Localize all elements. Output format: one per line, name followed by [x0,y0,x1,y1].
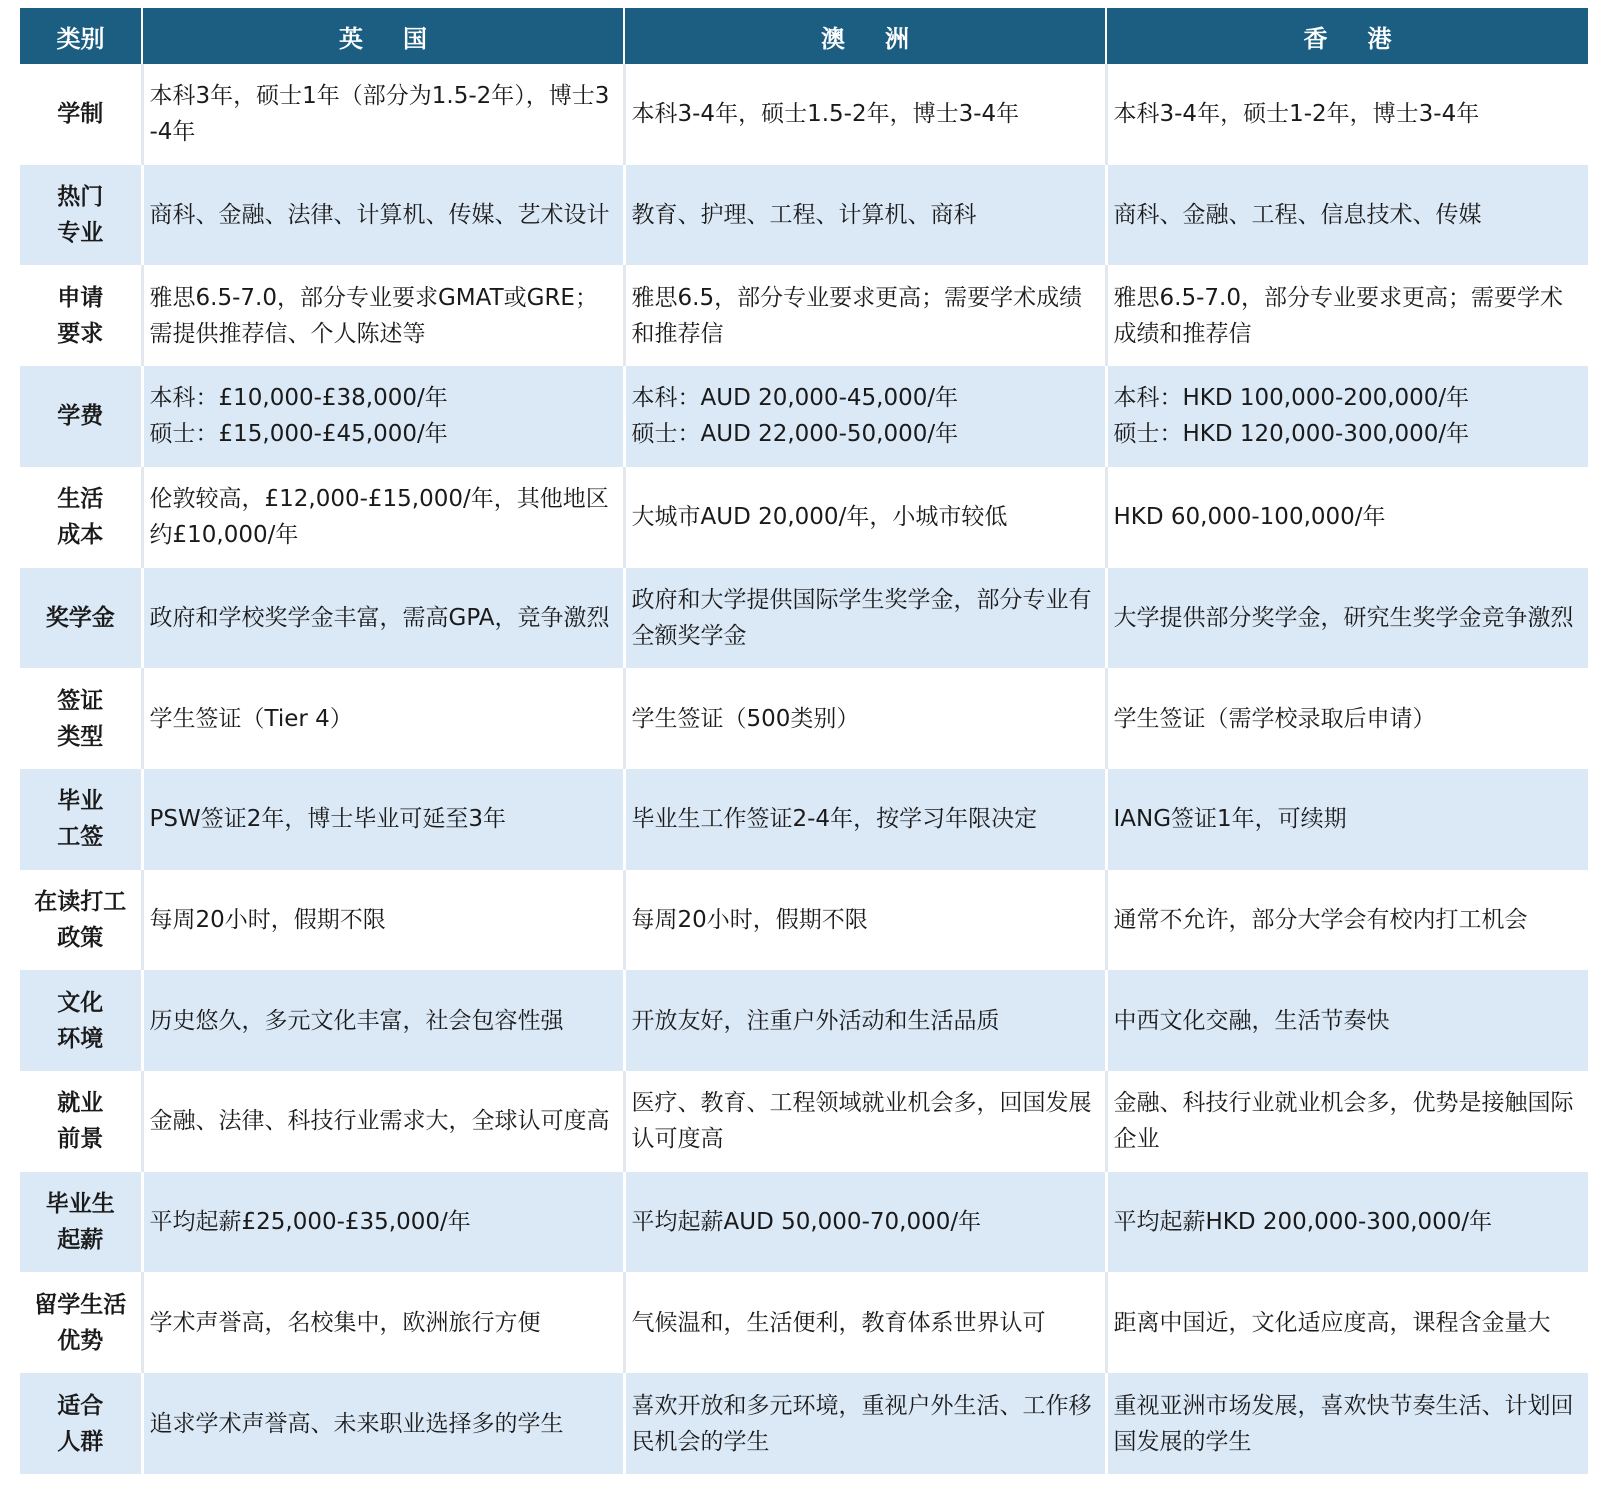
row-category-text: 签证 [57,687,104,714]
cell-hong-kong-text: 硕士：HKD 120,000-300,000/年 [1113,421,1470,448]
cell-australia [624,970,1106,1071]
cell-australia-text: 毕业生工作签证2-4年，按学习年限决定 [631,806,1038,833]
row-category [20,1272,142,1373]
cell-uk [142,970,624,1071]
table-row [20,1071,1588,1172]
cell-uk [142,870,624,971]
cell-uk-text: 追求学术声誉高、未来职业选择多的学生 [149,1410,564,1437]
cell-australia-text: 大城市AUD 20,000/年，小城市较低 [631,504,1008,531]
cell-hong-kong-text: 本科3-4年，硕士1-2年，博士3-4年 [1113,101,1480,128]
row-category-text: 成本 [57,522,104,549]
cell-australia-text: 学生签证（500类别） [631,705,860,732]
cell-australia [624,366,1106,467]
row-category-text: 环境 [57,1025,104,1052]
cell-uk-text: 政府和学校奖学金丰富，需高GPA，竞争激烈 [149,604,610,631]
cell-uk [142,668,624,769]
cell-hong-kong-text: 金融、科技行业就业机会多，优势是接触国际企业 [1113,1090,1574,1153]
cell-australia-text: 硕士：AUD 22,000-50,000/年 [631,421,959,448]
cell-australia [624,870,1106,971]
cell-australia-text: 气候温和，生活便利，教育体系世界认可 [631,1309,1046,1336]
cell-australia [624,1272,1106,1373]
table-row [20,366,1588,467]
header-australia: 澳洲 [624,8,1106,64]
cell-hong-kong [1106,366,1588,467]
cell-hong-kong-text: 商科、金融、工程、信息技术、传媒 [1113,202,1482,229]
row-category-text: 政策 [57,924,104,951]
cell-australia [624,1172,1106,1273]
row-category-text: 热门 [57,184,104,211]
cell-hong-kong-text: 本科：HKD 100,000-200,000/年 [1113,385,1470,412]
table-header [20,8,1588,64]
row-category [20,64,142,165]
row-category-text: 要求 [57,320,104,347]
cell-australia-text: 政府和大学提供国际学生奖学金，部分专业有全额奖学金 [631,586,1092,649]
cell-australia [624,1373,1106,1474]
cell-uk [142,366,624,467]
cell-australia [624,64,1106,165]
cell-uk [142,265,624,366]
cell-hong-kong [1106,668,1588,769]
cell-uk [142,1071,624,1172]
row-category-text: 生活 [57,486,104,513]
row-category-text: 优势 [57,1327,104,1354]
cell-uk-text: 雅思6.5-7.0，部分专业要求GMAT或GRE；需提供推荐信、个人陈述等 [149,284,598,347]
cell-hong-kong [1106,769,1588,870]
cell-hong-kong [1106,970,1588,1071]
cell-hong-kong-text: 大学提供部分奖学金，研究生奖学金竞争激烈 [1113,604,1574,631]
row-category-text: 申请 [57,284,104,311]
cell-hong-kong [1106,1272,1588,1373]
cell-australia-text: 开放友好，注重户外活动和生活品质 [631,1007,1000,1034]
cell-hong-kong-text: 距离中国近，文化适应度高，课程含金量大 [1113,1309,1551,1336]
table-row [20,64,1588,165]
cell-australia-text: 平均起薪AUD 50,000-70,000/年 [631,1209,982,1236]
row-category [20,467,142,568]
row-category-text: 工签 [57,824,104,851]
cell-australia [624,165,1106,266]
cell-australia-text: 雅思6.5，部分专业要求更高；需要学术成绩和推荐信 [631,284,1083,347]
cell-australia [624,467,1106,568]
cell-hong-kong-text: HKD 60,000-100,000/年 [1113,504,1386,531]
cell-uk [142,1272,624,1373]
cell-australia-text: 医疗、教育、工程领域就业机会多，回国发展认可度高 [631,1090,1092,1153]
row-category-text: 学费 [57,403,104,430]
row-category [20,668,142,769]
cell-hong-kong-text: 中西文化交融，生活节奏快 [1113,1007,1390,1034]
cell-uk [142,769,624,870]
table-row [20,467,1588,568]
table-row [20,970,1588,1071]
row-category-text: 文化 [57,989,104,1016]
row-category [20,265,142,366]
cell-uk-text: 每周20小时，假期不限 [149,906,386,933]
row-category [20,165,142,266]
cell-australia [624,1071,1106,1172]
row-category [20,1373,142,1474]
cell-australia-text: 喜欢开放和多元环境，重视户外生活、工作移民机会的学生 [631,1392,1092,1455]
cell-hong-kong [1106,1071,1588,1172]
cell-uk-text: 本科：£10,000-£38,000/年 [149,385,448,412]
cell-hong-kong [1106,1373,1588,1474]
cell-uk-text: 伦敦较高，£12,000-£15,000/年，其他地区约£10,000/年 [149,486,609,549]
header-row [20,8,1588,64]
cell-hong-kong-text: 雅思6.5-7.0，部分专业要求更高；需要学术成绩和推荐信 [1113,284,1563,347]
row-category-text: 奖学金 [45,604,115,631]
cell-uk-text: PSW签证2年，博士毕业可延至3年 [149,806,506,833]
cell-hong-kong-text: IANG签证1年，可续期 [1113,806,1347,833]
cell-uk [142,1373,624,1474]
table-row [20,870,1588,971]
cell-australia-text: 本科3-4年，硕士1.5-2年，博士3-4年 [631,101,1020,128]
table-row [20,165,1588,266]
cell-uk-text: 学生签证（Tier 4） [149,705,353,732]
cell-uk [142,568,624,669]
cell-hong-kong [1106,1172,1588,1273]
cell-hong-kong-text: 重视亚洲市场发展，喜欢快节奏生活、计划回国发展的学生 [1113,1392,1574,1455]
cell-hong-kong [1106,265,1588,366]
table-row [20,1373,1588,1474]
cell-uk-text: 平均起薪£25,000-£35,000/年 [149,1209,471,1236]
cell-australia [624,668,1106,769]
cell-uk [142,64,624,165]
row-category-text: 前景 [57,1126,104,1153]
row-category [20,870,142,971]
header-uk: 英国 [142,8,624,64]
cell-australia [624,265,1106,366]
cell-hong-kong [1106,870,1588,971]
row-category [20,769,142,870]
cell-australia-text: 每周20小时，假期不限 [631,906,868,933]
cell-uk [142,165,624,266]
cell-uk-text: 硕士：£15,000-£45,000/年 [149,421,448,448]
row-category-text: 适合 [57,1392,104,1419]
cell-uk-text: 本科3年，硕士1年（部分为1.5-2年），博士3-4年 [149,83,610,146]
cell-uk [142,467,624,568]
cell-hong-kong [1106,165,1588,266]
row-category-text: 毕业 [57,788,104,815]
row-category-text: 留学生活 [34,1291,127,1318]
cell-hong-kong-text: 通常不允许，部分大学会有校内打工机会 [1113,906,1528,933]
cell-hong-kong [1106,64,1588,165]
cell-hong-kong-text: 学生签证（需学校录取后申请） [1113,705,1436,732]
cell-australia-text: 本科：AUD 20,000-45,000/年 [631,385,959,412]
row-category-text: 毕业生 [45,1191,115,1218]
cell-uk-text: 金融、法律、科技行业需求大，全球认可度高 [149,1108,610,1135]
cell-uk-text: 历史悠久，多元文化丰富，社会包容性强 [149,1007,564,1034]
cell-australia-text: 教育、护理、工程、计算机、商科 [631,202,977,229]
row-category [20,568,142,669]
row-category [20,970,142,1071]
cell-uk [142,1172,624,1273]
cell-uk-text: 学术声誉高，名校集中，欧洲旅行方便 [149,1309,541,1336]
row-category-text: 专业 [57,220,104,247]
study-abroad-comparison-table [20,8,1588,1474]
row-category-text: 学制 [57,101,104,128]
cell-uk-text: 商科、金融、法律、计算机、传媒、艺术设计 [149,202,610,229]
row-category-text: 在读打工 [34,888,127,915]
row-category [20,366,142,467]
cell-hong-kong-text: 平均起薪HKD 200,000-300,000/年 [1113,1209,1493,1236]
table-row [20,1172,1588,1273]
cell-hong-kong [1106,467,1588,568]
row-category-text: 起薪 [57,1227,104,1254]
row-category-text: 就业 [57,1090,104,1117]
table-row [20,1272,1588,1373]
row-category-text: 人群 [57,1428,104,1455]
table-row [20,769,1588,870]
cell-hong-kong [1106,568,1588,669]
cell-australia [624,769,1106,870]
table-row [20,265,1588,366]
header-hong-kong: 香港 [1106,8,1588,64]
table-body [20,64,1588,1474]
table-row [20,668,1588,769]
row-category-text: 类型 [57,723,104,750]
row-category [20,1071,142,1172]
row-category [20,1172,142,1273]
cell-australia [624,568,1106,669]
header-category: 类别 [20,8,142,64]
table-row [20,568,1588,669]
